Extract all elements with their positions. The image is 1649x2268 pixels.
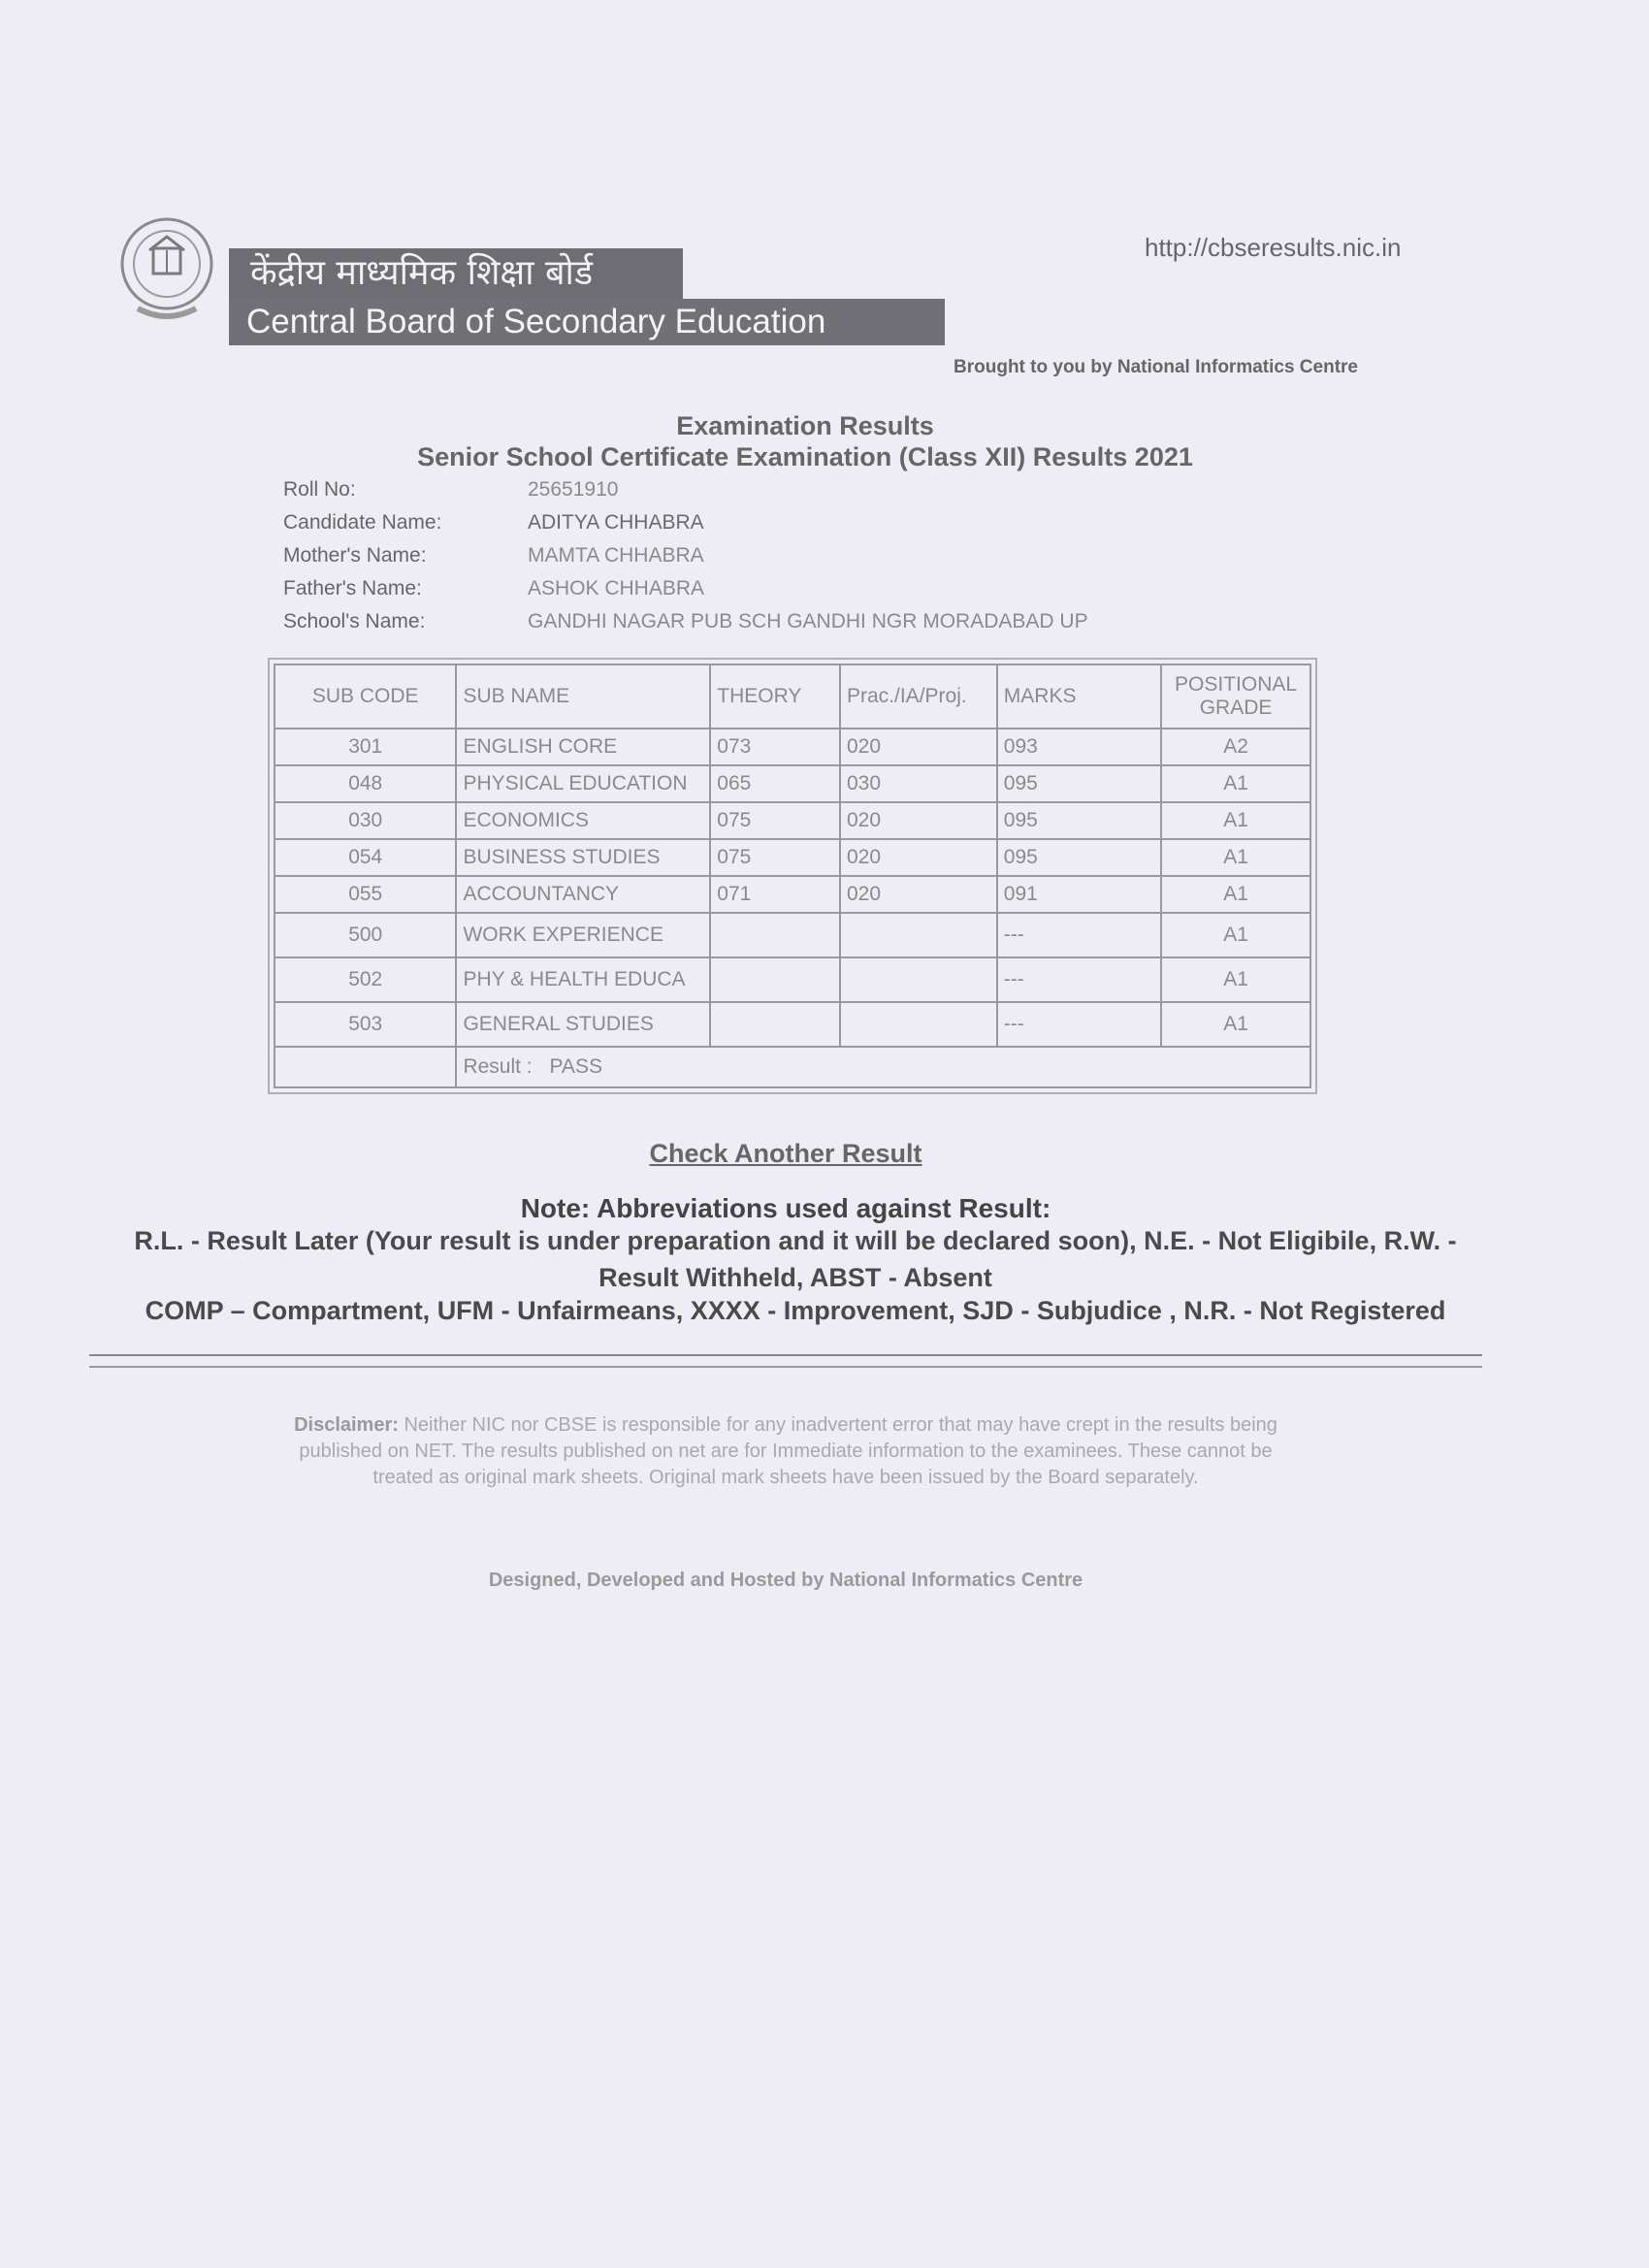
disclaimer-heading: Disclaimer: <box>294 1414 399 1436</box>
check-another-result-link[interactable]: Check Another Result <box>649 1139 922 1168</box>
site-url: http://cbseresults.nic.in <box>1145 233 1402 262</box>
result-label: Result : <box>463 1055 533 1078</box>
prac-cell <box>840 913 997 957</box>
sub-code-cell: 054 <box>275 839 456 876</box>
prac-cell: 020 <box>840 802 997 839</box>
marks-table <box>274 664 1311 1088</box>
disclaimer <box>272 1412 1300 1491</box>
table-row <box>275 765 1310 802</box>
theory-cell: 075 <box>710 839 840 876</box>
grade-cell: A1 <box>1161 913 1310 957</box>
marks-cell: 091 <box>997 876 1161 913</box>
result-value: PASS <box>549 1055 602 1078</box>
prac-cell: 020 <box>840 729 997 765</box>
board-name-hindi: केंद्रीय माध्यमिक शिक्षा बोर्ड <box>229 248 683 299</box>
sub-name-cell: PHYSICAL EDUCATION <box>456 765 710 802</box>
roll-value: 25651910 <box>528 478 619 501</box>
brought-by-text: Brought to you by National Informatics Centre <box>954 357 1358 377</box>
note-line: R.L. - Result Later (Your result is under preparation and it will be declared soon), N.E. - Not Eligibile, R.W. - <box>134 1226 1457 1255</box>
sub-code-cell: 503 <box>275 1002 456 1047</box>
father-name-row <box>283 572 1253 605</box>
candidate-name-value: ADITYA CHHABRA <box>528 511 704 534</box>
table-header-row <box>275 664 1310 729</box>
table-row <box>275 729 1310 765</box>
table-row <box>275 913 1310 957</box>
divider <box>89 1366 1482 1368</box>
cbse-logo-icon <box>118 215 215 332</box>
sub-name-cell: GENERAL STUDIES <box>456 1002 710 1047</box>
note-line: COMP – Compartment, UFM - Unfairmeans, XXXX - Improvement, SJD - Subjudice , N.R. - Not Registered <box>145 1296 1446 1325</box>
roll-label: Roll No: <box>283 478 356 501</box>
result-empty-cell <box>275 1047 456 1087</box>
table-row <box>275 876 1310 913</box>
table-row <box>275 839 1310 876</box>
sub-code-cell: 301 <box>275 729 456 765</box>
sub-name-cell: BUSINESS STUDIES <box>456 839 710 876</box>
sub-code-cell: 502 <box>275 957 456 1002</box>
mother-name-label: Mother's Name: <box>283 544 427 567</box>
sub-code-cell: 030 <box>275 802 456 839</box>
school-name-row <box>283 605 1253 638</box>
board-name-english: Central Board of Secondary Education <box>229 299 945 345</box>
candidate-details <box>283 473 1253 638</box>
candidate-name-row <box>283 506 1253 539</box>
disclaimer-body: Neither NIC nor CBSE is responsible for any inadvertent error that may have crept in the results being published on NET. The results published on net are for Immediate information to the examinees. These cannot be treated as original mark sheets. Original mark sheets have been issued by the Board separately. <box>299 1414 1277 1488</box>
marks-cell: 095 <box>997 765 1161 802</box>
grade-cell: A2 <box>1161 729 1310 765</box>
grade-cell: A1 <box>1161 802 1310 839</box>
theory-cell <box>710 913 840 957</box>
marks-cell: --- <box>997 913 1161 957</box>
sub-name-cell: PHY & HEALTH EDUCA <box>456 957 710 1002</box>
theory-cell: 073 <box>710 729 840 765</box>
header-sub-code: SUB CODE <box>275 664 456 729</box>
theory-cell: 071 <box>710 876 840 913</box>
grade-cell: A1 <box>1161 876 1310 913</box>
grade-cell: A1 <box>1161 1002 1310 1047</box>
sub-code-cell: 048 <box>275 765 456 802</box>
mother-name-row <box>283 539 1253 572</box>
school-name-value: GANDHI NAGAR PUB SCH GANDHI NGR MORADABAD UP <box>528 610 1088 632</box>
result-cell <box>456 1047 1310 1087</box>
grade-cell: A1 <box>1161 957 1310 1002</box>
header-grade-line1: POSITIONAL <box>1175 673 1298 696</box>
marks-cell: 093 <box>997 729 1161 765</box>
header-grade-line2: GRADE <box>1199 697 1273 719</box>
sub-name-cell: ACCOUNTANCY <box>456 876 710 913</box>
marks-cell: --- <box>997 957 1161 1002</box>
roll-row <box>283 473 1253 506</box>
father-name-value: ASHOK CHHABRA <box>528 577 705 599</box>
divider <box>89 1354 1482 1356</box>
designed-by-text: Designed, Developed and Hosted by National Informatics Centre <box>488 1570 1083 1591</box>
sub-code-cell: 055 <box>275 876 456 913</box>
sub-name-cell: ENGLISH CORE <box>456 729 710 765</box>
header-theory: THEORY <box>710 664 840 729</box>
table-row <box>275 957 1310 1002</box>
header-positional-grade <box>1161 664 1310 729</box>
mother-name-value: MAMTA CHHABRA <box>528 544 704 567</box>
sub-name-cell: ECONOMICS <box>456 802 710 839</box>
header-marks: MARKS <box>997 664 1161 729</box>
exam-subtitle: Senior School Certificate Examination (Class XII) Results 2021 <box>417 442 1193 471</box>
header-prac: Prac./IA/Proj. <box>840 664 997 729</box>
exam-title: Examination Results <box>676 411 934 440</box>
sub-code-cell: 500 <box>275 913 456 957</box>
marks-cell: --- <box>997 1002 1161 1047</box>
note-title: Note: Abbreviations used against Result: <box>520 1193 1051 1223</box>
header-sub-name: SUB NAME <box>456 664 710 729</box>
prac-cell: 020 <box>840 876 997 913</box>
theory-cell <box>710 1002 840 1047</box>
table-row <box>275 1002 1310 1047</box>
result-row <box>275 1047 1310 1087</box>
prac-cell: 020 <box>840 839 997 876</box>
prac-cell <box>840 957 997 1002</box>
grade-cell: A1 <box>1161 839 1310 876</box>
prac-cell: 030 <box>840 765 997 802</box>
table-row <box>275 802 1310 839</box>
prac-cell <box>840 1002 997 1047</box>
grade-cell: A1 <box>1161 765 1310 802</box>
note-line: Result Withheld, ABST - Absent <box>598 1263 992 1292</box>
sub-name-cell: WORK EXPERIENCE <box>456 913 710 957</box>
marks-cell: 095 <box>997 802 1161 839</box>
theory-cell: 065 <box>710 765 840 802</box>
theory-cell: 075 <box>710 802 840 839</box>
school-name-label: School's Name: <box>283 610 426 632</box>
candidate-name-label: Candidate Name: <box>283 511 442 534</box>
father-name-label: Father's Name: <box>283 577 422 599</box>
marks-cell: 095 <box>997 839 1161 876</box>
theory-cell <box>710 957 840 1002</box>
